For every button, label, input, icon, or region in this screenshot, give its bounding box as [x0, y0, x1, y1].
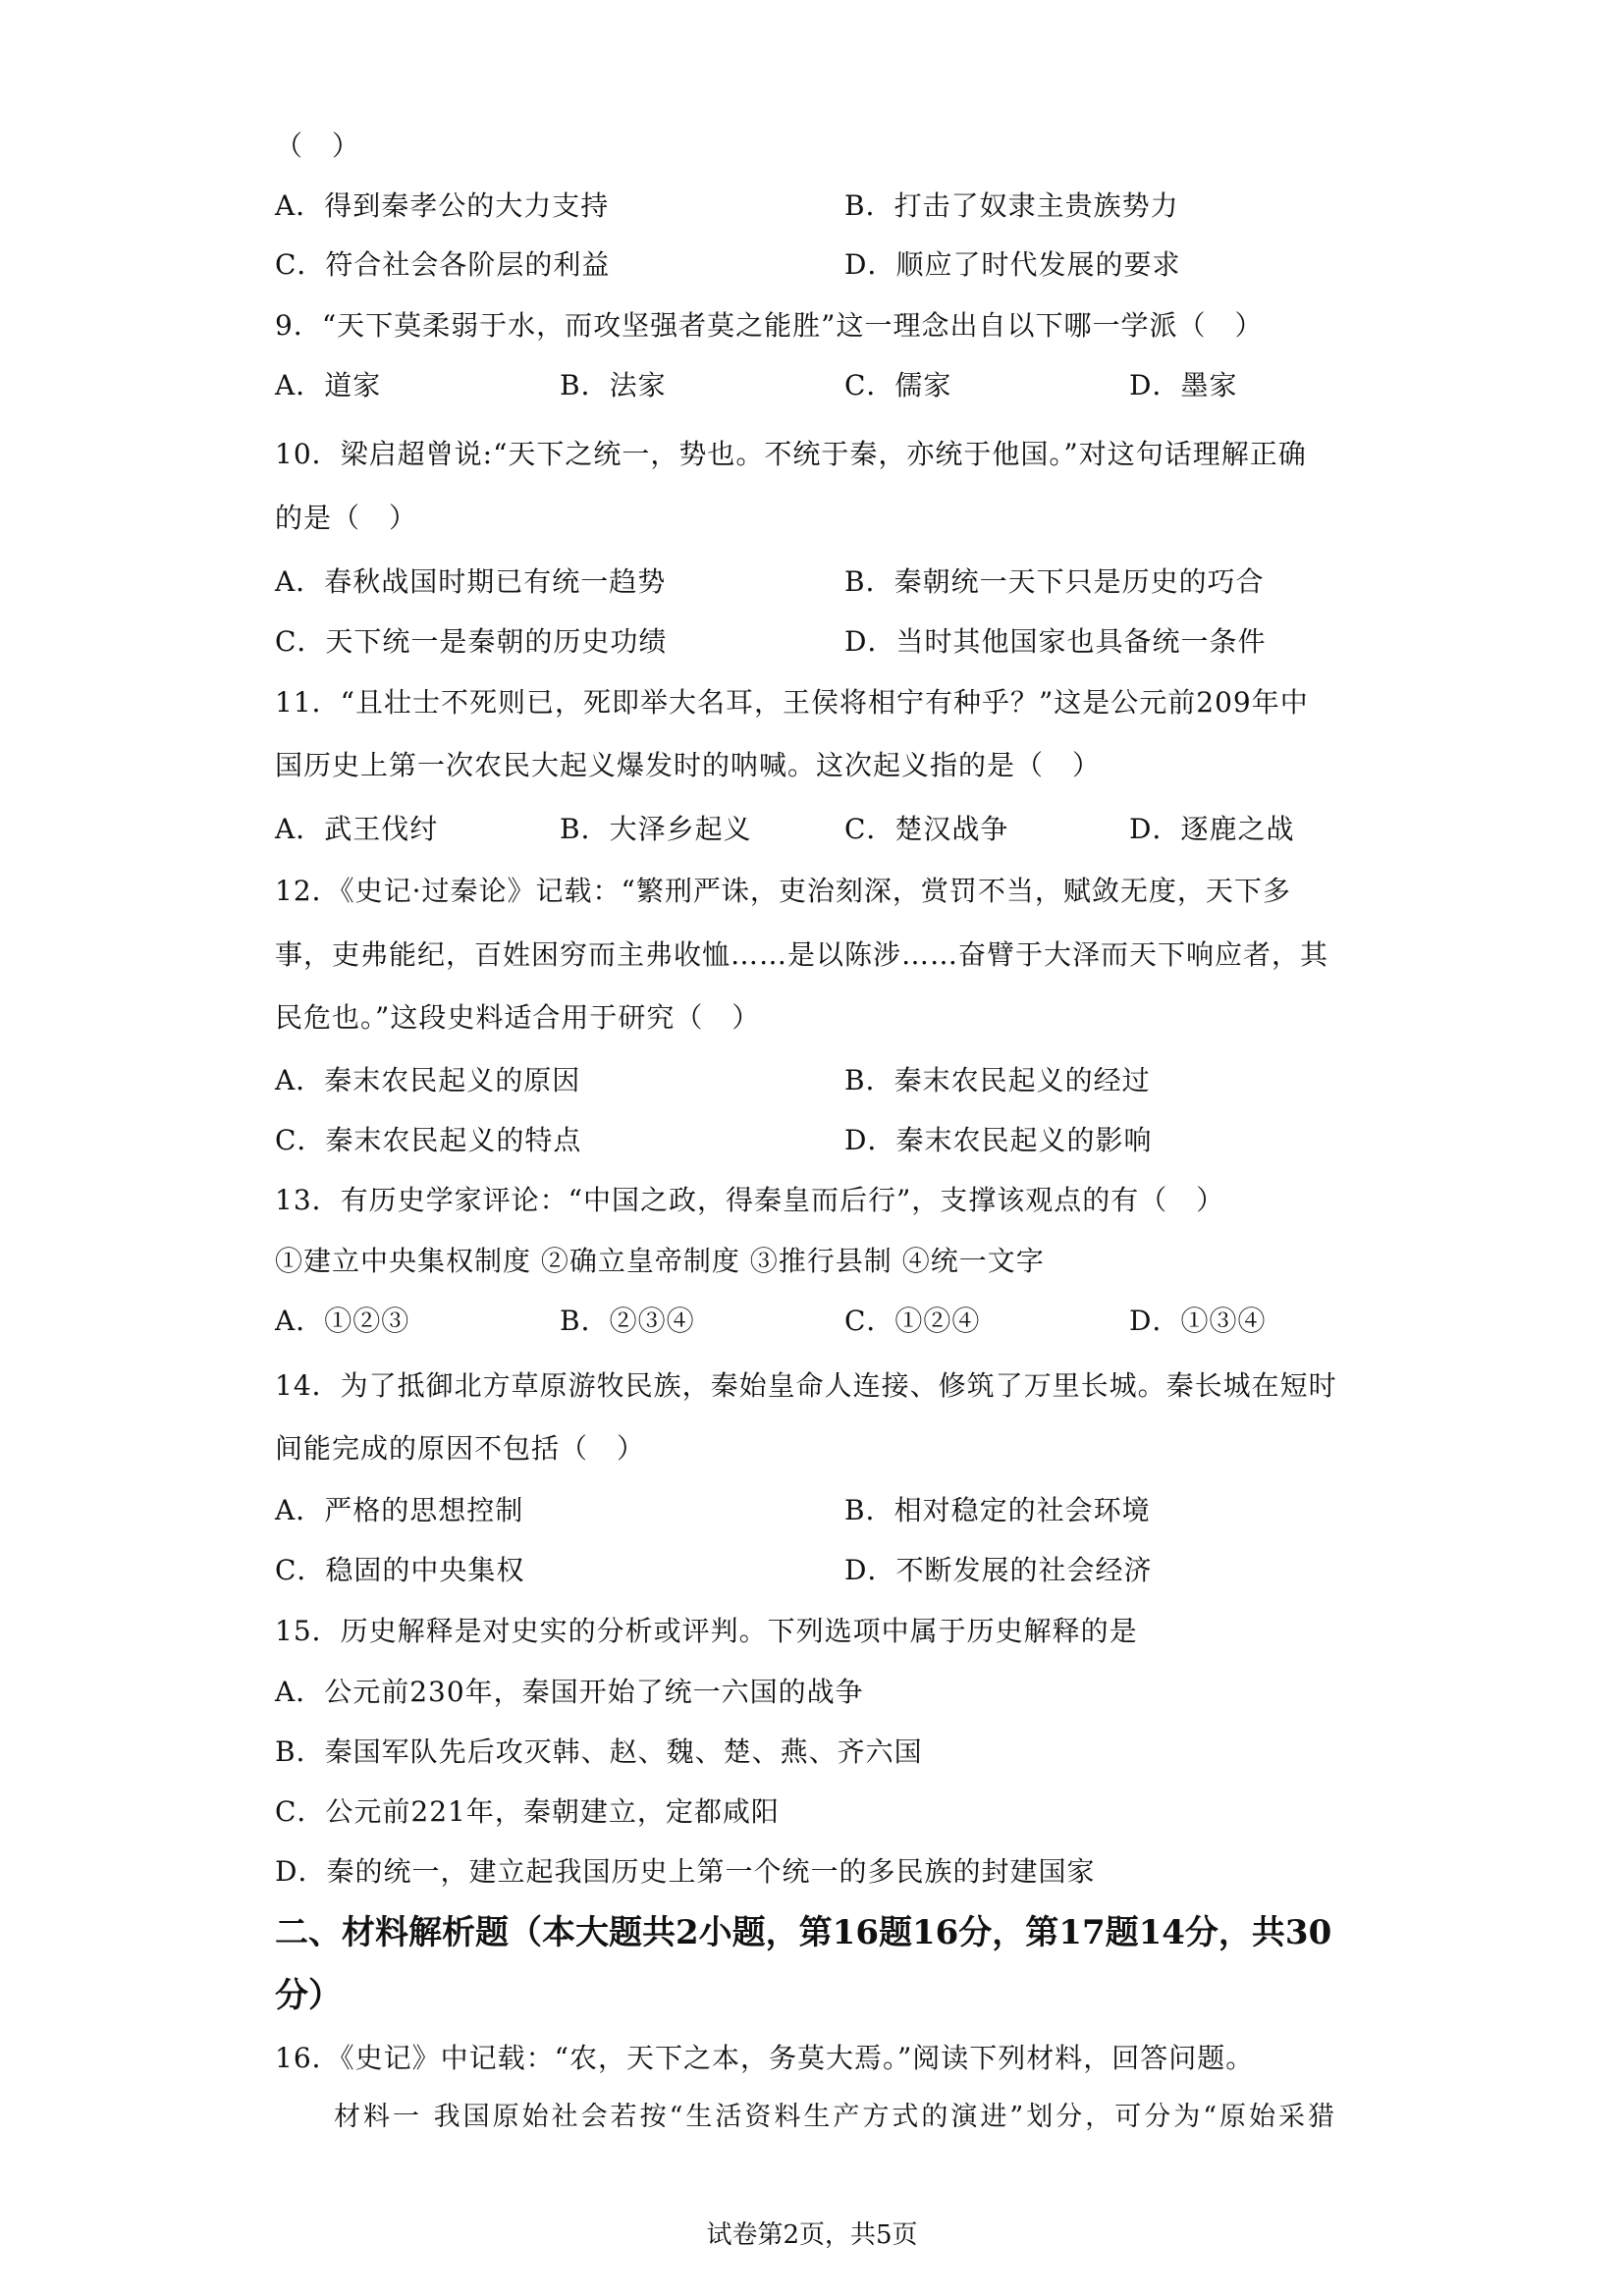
q9-option-d: D．墨家 [1129, 369, 1238, 401]
q12-option-b: B．秦末农民起义的经过 [844, 1064, 1151, 1096]
q15-option-d: D．秦的统一，建立起我国历史上第一个统一的多民族的封建国家 [275, 1855, 1096, 1888]
q8-bracket: （ ） [275, 130, 361, 162]
q15-stem: 15．历史解释是对史实的分析或评判。下列选项中属于历史解释的是 [275, 1615, 1138, 1647]
section-2-title-line1: 二、材料解析题（本大题共2小题，第16题16分，第17题14分，共30 [275, 1913, 1332, 1952]
q12-stem-line1: 12．《史记·过秦论》记载：“繁刑严诛，吏治刻深，赏罚不当，赋敛无度，天下多 [275, 875, 1291, 907]
q10-option-a: A．春秋战国时期已有统一趋势 [275, 565, 667, 598]
q10-option-b: B．秦朝统一天下只是历史的巧合 [844, 565, 1265, 598]
q14-option-c: C．稳固的中央集权 [275, 1554, 525, 1586]
q14-option-b: B．相对稳定的社会环境 [844, 1494, 1151, 1526]
q11-stem-line2: 国历史上第一次农民大起义爆发时的呐喊。这次起义指的是（ ） [275, 749, 1102, 781]
q12-stem-line3: 民危也。”这段史料适合用于研究（ ） [275, 1001, 761, 1034]
q15-option-c: C．公元前221年，秦朝建立，定都咸阳 [275, 1795, 780, 1828]
q9-option-a: A．道家 [275, 369, 382, 401]
q14-option-d: D．不断发展的社会经济 [844, 1554, 1153, 1586]
q13-stem: 13．有历史学家评论：“中国之政，得秦皇而后行”，支撑该观点的有（ ） [275, 1184, 1225, 1216]
q8-option-b: B．打击了奴隶主贵族势力 [844, 189, 1179, 222]
q14-stem-line2: 间能完成的原因不包括（ ） [275, 1432, 646, 1465]
q10-option-d: D．当时其他国家也具备统一条件 [844, 625, 1267, 658]
q13-option-b: B．②③④ [560, 1305, 695, 1337]
q13-option-c: C．①②④ [844, 1305, 981, 1337]
q9-stem: 9．“天下莫柔弱于水，而攻坚强者莫之能胜”这一理念出自以下哪一学派（ ） [275, 309, 1264, 342]
q8-option-d: D．顺应了时代发展的要求 [844, 248, 1181, 281]
section-2-title-line2: 分） [275, 1976, 342, 2015]
q10-stem-line2: 的是（ ） [275, 502, 418, 534]
q14-stem-line1: 14．为了抵御北方草原游牧民族，秦始皇命人连接、修筑了万里长城。秦长城在短时 [275, 1369, 1337, 1402]
q12-option-d: D．秦末农民起义的影响 [844, 1124, 1153, 1156]
q16-material-1: 材料一 我国原始社会若按“生活资料生产方式的演进”划分，可分为“原始采猎 [334, 2102, 1337, 2132]
q8-option-a: A．得到秦孝公的大力支持 [275, 189, 610, 222]
q15-option-a: A．公元前230年，秦国开始了统一六国的战争 [275, 1676, 864, 1708]
q11-option-d: D．逐鹿之战 [1129, 813, 1295, 845]
q8-option-c: C．符合社会各阶层的利益 [275, 248, 611, 281]
q10-stem-line1: 10．梁启超曾说:“天下之统一，势也。不统于秦，亦统于他国。”对这句话理解正确 [275, 438, 1307, 470]
q11-option-a: A．武王伐纣 [275, 813, 439, 845]
q13-option-d: D．①③④ [1129, 1305, 1267, 1337]
q11-option-c: C．楚汉战争 [844, 813, 1009, 845]
q11-option-b: B．大泽乡起义 [560, 813, 752, 845]
q9-option-b: B．法家 [560, 369, 667, 401]
q12-stem-line2: 事，吏弗能纪，百姓困穷而主弗收恤……是以陈涉……奋臂于大泽而天下响应者，其 [275, 938, 1329, 971]
q12-option-a: A．秦末农民起义的原因 [275, 1064, 581, 1096]
q10-option-c: C．天下统一是秦朝的历史功绩 [275, 625, 668, 658]
q11-stem-line1: 11．“且壮士不死则已，死即举大名耳，王侯将相宁有种乎？”这是公元前209年中 [275, 686, 1309, 719]
q12-option-c: C．秦末农民起义的特点 [275, 1124, 582, 1156]
q14-option-a: A．严格的思想控制 [275, 1494, 524, 1526]
q16-stem: 16．《史记》中记载：“农，天下之本，务莫大焉。”阅读下列材料，回答问题。 [275, 2042, 1255, 2074]
q13-items: ①建立中央集权制度 ②确立皇帝制度 ③推行县制 ④统一文字 [275, 1245, 1045, 1277]
q15-option-b: B．秦国军队先后攻灭韩、赵、魏、楚、燕、齐六国 [275, 1735, 923, 1768]
page-footer: 试卷第2页，共5页 [706, 2220, 918, 2250]
q9-option-c: C．儒家 [844, 369, 952, 401]
q13-option-a: A．①②③ [275, 1305, 410, 1337]
